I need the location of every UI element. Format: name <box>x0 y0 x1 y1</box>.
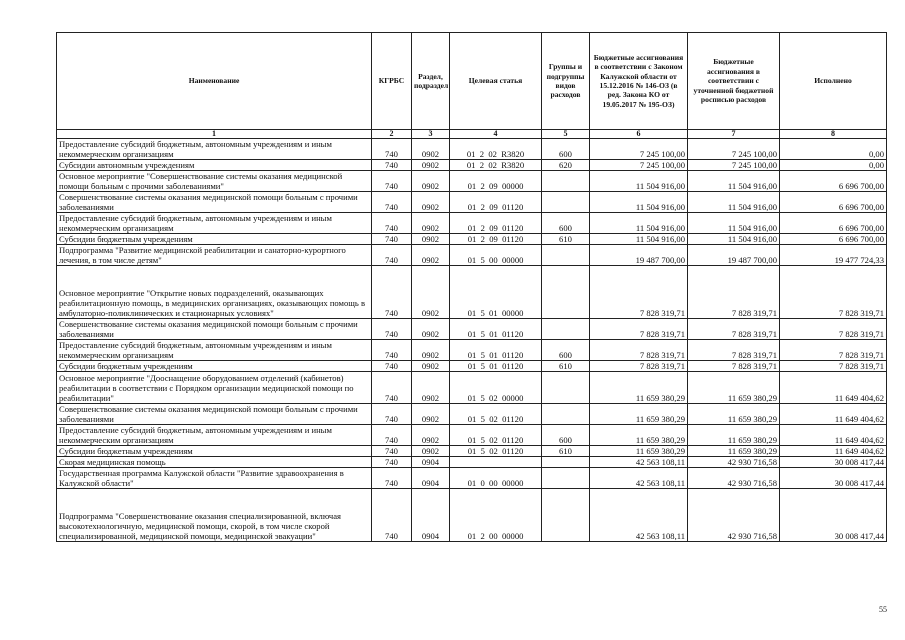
row-executed: 19 477 724,33 <box>780 245 887 266</box>
table-row <box>57 266 887 319</box>
row-law-allocation: 42 563 108,11 <box>590 468 688 489</box>
row-name: Субсидии автономным учреждениям <box>57 160 372 171</box>
row-executed: 6 696 700,00 <box>780 192 887 213</box>
row-section: 0904 <box>412 457 450 468</box>
row-name: Основное мероприятие "Дооснащение оборудованием отделений (кабинетов) реабилитации в соответствии с Порядком организации медицинской помощи по реабилитации" <box>57 372 372 404</box>
row-executed: 11 649 404,62 <box>780 425 887 446</box>
header-section: Раздел, подраздел <box>412 33 450 130</box>
row-executed: 7 828 319,71 <box>780 319 887 340</box>
row-group <box>542 489 590 542</box>
col-num-1: 1 <box>57 130 372 139</box>
budget-table <box>56 32 887 542</box>
table-row <box>57 425 887 446</box>
row-refined-allocation: 11 504 916,00 <box>688 213 780 234</box>
row-kgrbs: 740 <box>372 340 412 361</box>
row-executed: 6 696 700,00 <box>780 213 887 234</box>
row-refined-allocation: 7 245 100,00 <box>688 160 780 171</box>
row-executed: 11 649 404,62 <box>780 446 887 457</box>
row-refined-allocation: 42 930 716,58 <box>688 457 780 468</box>
col-num-3: 3 <box>412 130 450 139</box>
row-refined-allocation: 7 828 319,71 <box>688 319 780 340</box>
header-kgrbs: КГРБС <box>372 33 412 130</box>
row-refined-allocation: 19 487 700,00 <box>688 245 780 266</box>
row-law-allocation: 7 245 100,00 <box>590 139 688 160</box>
row-section: 0902 <box>412 372 450 404</box>
row-section: 0902 <box>412 139 450 160</box>
row-kgrbs: 740 <box>372 139 412 160</box>
row-section: 0902 <box>412 266 450 319</box>
row-refined-allocation: 11 504 916,00 <box>688 171 780 192</box>
row-target: 01 2 02 R3820 <box>450 160 542 171</box>
table-row <box>57 457 887 468</box>
row-law-allocation: 11 659 380,29 <box>590 372 688 404</box>
row-executed: 11 649 404,62 <box>780 372 887 404</box>
row-section: 0904 <box>412 468 450 489</box>
row-name: Подпрограмма "Совершенствование оказания специализированной, включая высокотехнологичную, медицинской помощи, скорой, в том числе скорой специализированной, медицинской помощи, медицинской эвакуации" <box>57 489 372 542</box>
row-executed: 0,00 <box>780 160 887 171</box>
row-executed: 7 828 319,71 <box>780 340 887 361</box>
row-group <box>542 171 590 192</box>
row-refined-allocation: 11 659 380,29 <box>688 404 780 425</box>
page-number: 55 <box>879 605 887 614</box>
col-num-7: 7 <box>688 130 780 139</box>
col-num-8: 8 <box>780 130 887 139</box>
row-group: 610 <box>542 234 590 245</box>
header-name: Наименование <box>57 33 372 130</box>
row-target: 01 5 01 01120 <box>450 340 542 361</box>
row-name: Совершенствование системы оказания медицинской помощи больным с прочими заболеваниями <box>57 319 372 340</box>
column-number-row <box>57 130 887 139</box>
row-section: 0902 <box>412 192 450 213</box>
table-row <box>57 404 887 425</box>
table-row <box>57 340 887 361</box>
row-executed: 0,00 <box>780 139 887 160</box>
row-section: 0902 <box>412 245 450 266</box>
row-target: 01 5 00 00000 <box>450 245 542 266</box>
row-refined-allocation: 7 828 319,71 <box>688 361 780 372</box>
row-refined-allocation: 11 659 380,29 <box>688 425 780 446</box>
table-row <box>57 192 887 213</box>
row-executed: 7 828 319,71 <box>780 361 887 372</box>
row-law-allocation: 19 487 700,00 <box>590 245 688 266</box>
row-section: 0902 <box>412 340 450 361</box>
row-name: Государственная программа Калужской области "Развитие здравоохранения в Калужской области" <box>57 468 372 489</box>
row-section: 0902 <box>412 446 450 457</box>
row-name: Подпрограмма "Развитие медицинской реабилитации и санаторно-курортного лечения, в том числе детям" <box>57 245 372 266</box>
row-law-allocation: 42 563 108,11 <box>590 457 688 468</box>
col-num-6: 6 <box>590 130 688 139</box>
row-name: Скорая медицинская помощь <box>57 457 372 468</box>
row-kgrbs: 740 <box>372 171 412 192</box>
row-name: Предоставление субсидий бюджетным, автономным учреждениям и иным некоммерческим организациям <box>57 425 372 446</box>
row-group: 620 <box>542 160 590 171</box>
row-kgrbs: 740 <box>372 319 412 340</box>
row-group <box>542 319 590 340</box>
row-group <box>542 457 590 468</box>
header-executed: Исполнено <box>780 33 887 130</box>
row-executed: 30 008 417,44 <box>780 468 887 489</box>
row-refined-allocation: 11 659 380,29 <box>688 372 780 404</box>
row-refined-allocation: 11 504 916,00 <box>688 234 780 245</box>
row-target: 01 2 09 01120 <box>450 213 542 234</box>
table-row <box>57 171 887 192</box>
row-law-allocation: 7 828 319,71 <box>590 361 688 372</box>
row-target: 01 5 01 01120 <box>450 319 542 340</box>
row-refined-allocation: 7 828 319,71 <box>688 340 780 361</box>
row-kgrbs: 740 <box>372 213 412 234</box>
row-target: 01 5 02 01120 <box>450 425 542 446</box>
row-target <box>450 457 542 468</box>
row-section: 0902 <box>412 361 450 372</box>
table-row <box>57 361 887 372</box>
table-row <box>57 468 887 489</box>
row-section: 0902 <box>412 171 450 192</box>
table-row <box>57 245 887 266</box>
row-law-allocation: 11 504 916,00 <box>590 234 688 245</box>
row-section: 0902 <box>412 213 450 234</box>
row-name: Субсидии бюджетным учреждениям <box>57 234 372 245</box>
row-group: 600 <box>542 139 590 160</box>
table-row <box>57 234 887 245</box>
row-name: Совершенствование системы оказания медицинской помощи больным с прочими заболеваниями <box>57 192 372 213</box>
header-row <box>57 33 887 130</box>
row-name: Субсидии бюджетным учреждениям <box>57 446 372 457</box>
row-executed: 11 649 404,62 <box>780 404 887 425</box>
row-law-allocation: 11 504 916,00 <box>590 192 688 213</box>
row-law-allocation: 42 563 108,11 <box>590 489 688 542</box>
row-kgrbs: 740 <box>372 404 412 425</box>
col-num-4: 4 <box>450 130 542 139</box>
row-kgrbs: 740 <box>372 234 412 245</box>
header-refined-allocation: Бюджетные ассигнования в соответствии с уточненной бюджетной росписью расходов <box>688 33 780 130</box>
row-group <box>542 245 590 266</box>
table-row <box>57 139 887 160</box>
row-group: 610 <box>542 446 590 457</box>
row-section: 0904 <box>412 489 450 542</box>
row-group: 610 <box>542 361 590 372</box>
header-target: Целевая статья <box>450 33 542 130</box>
row-law-allocation: 7 828 319,71 <box>590 266 688 319</box>
row-section: 0902 <box>412 319 450 340</box>
row-executed: 7 828 319,71 <box>780 266 887 319</box>
row-kgrbs: 740 <box>372 446 412 457</box>
row-group <box>542 192 590 213</box>
row-target: 01 2 00 00000 <box>450 489 542 542</box>
row-kgrbs: 740 <box>372 457 412 468</box>
row-law-allocation: 11 504 916,00 <box>590 171 688 192</box>
row-section: 0902 <box>412 425 450 446</box>
row-kgrbs: 740 <box>372 266 412 319</box>
row-target: 01 5 02 00000 <box>450 372 542 404</box>
row-kgrbs: 740 <box>372 425 412 446</box>
row-kgrbs: 740 <box>372 468 412 489</box>
table-row <box>57 446 887 457</box>
row-group: 600 <box>542 425 590 446</box>
row-group <box>542 468 590 489</box>
row-refined-allocation: 42 930 716,58 <box>688 468 780 489</box>
row-group: 600 <box>542 213 590 234</box>
row-section: 0902 <box>412 160 450 171</box>
row-law-allocation: 7 245 100,00 <box>590 160 688 171</box>
row-group <box>542 404 590 425</box>
row-executed: 6 696 700,00 <box>780 171 887 192</box>
row-target: 01 2 09 00000 <box>450 171 542 192</box>
row-law-allocation: 7 828 319,71 <box>590 319 688 340</box>
row-target: 01 5 02 01120 <box>450 446 542 457</box>
row-executed: 30 008 417,44 <box>780 457 887 468</box>
row-target: 01 5 01 00000 <box>450 266 542 319</box>
table-row <box>57 489 887 542</box>
row-section: 0902 <box>412 404 450 425</box>
row-law-allocation: 7 828 319,71 <box>590 340 688 361</box>
row-target: 01 2 09 01120 <box>450 234 542 245</box>
row-kgrbs: 740 <box>372 192 412 213</box>
row-group <box>542 266 590 319</box>
row-target: 01 5 02 01120 <box>450 404 542 425</box>
header-groups: Группы и подгруппы видов расходов <box>542 33 590 130</box>
table-row <box>57 372 887 404</box>
row-kgrbs: 740 <box>372 245 412 266</box>
row-law-allocation: 11 659 380,29 <box>590 425 688 446</box>
table-row <box>57 160 887 171</box>
row-kgrbs: 740 <box>372 361 412 372</box>
table-row <box>57 213 887 234</box>
col-num-5: 5 <box>542 130 590 139</box>
row-executed: 30 008 417,44 <box>780 489 887 542</box>
row-target: 01 0 00 00000 <box>450 468 542 489</box>
row-name: Предоставление субсидий бюджетным, автономным учреждениям и иным некоммерческим организациям <box>57 213 372 234</box>
header-law-allocation: Бюджетные ассигнования в соответствии с Законом Калужской области от 15.12.2016 № 146-ОЗ (в ред. Закона КО от 19.05.2017 № 195-ОЗ) <box>590 33 688 130</box>
row-law-allocation: 11 659 380,29 <box>590 404 688 425</box>
row-kgrbs: 740 <box>372 372 412 404</box>
row-name: Предоставление субсидий бюджетным, автономным учреждениям и иным некоммерческим организациям <box>57 340 372 361</box>
row-group <box>542 372 590 404</box>
row-name: Совершенствование системы оказания медицинской помощи больным с прочими заболеваниями <box>57 404 372 425</box>
row-section: 0902 <box>412 234 450 245</box>
row-executed: 6 696 700,00 <box>780 234 887 245</box>
row-name: Основное мероприятие "Открытие новых подразделений, оказывающих реабилитационную помощь, в медицинских организациях, оказывающих помощь в амбулаторно-поликлинических и стационарных условиях" <box>57 266 372 319</box>
row-target: 01 2 02 R3820 <box>450 139 542 160</box>
row-refined-allocation: 11 504 916,00 <box>688 192 780 213</box>
row-refined-allocation: 42 930 716,58 <box>688 489 780 542</box>
row-group: 600 <box>542 340 590 361</box>
row-target: 01 5 01 01120 <box>450 361 542 372</box>
row-refined-allocation: 7 828 319,71 <box>688 266 780 319</box>
table-row <box>57 319 887 340</box>
row-refined-allocation: 7 245 100,00 <box>688 139 780 160</box>
row-name: Субсидии бюджетным учреждениям <box>57 361 372 372</box>
row-target: 01 2 09 01120 <box>450 192 542 213</box>
row-law-allocation: 11 659 380,29 <box>590 446 688 457</box>
row-law-allocation: 11 504 916,00 <box>590 213 688 234</box>
col-num-2: 2 <box>372 130 412 139</box>
row-kgrbs: 740 <box>372 489 412 542</box>
row-kgrbs: 740 <box>372 160 412 171</box>
row-refined-allocation: 11 659 380,29 <box>688 446 780 457</box>
row-name: Основное мероприятие "Совершенствование системы оказания медицинской помощи больным с прочими заболеваниями" <box>57 171 372 192</box>
row-name: Предоставление субсидий бюджетным, автономным учреждениям и иным некоммерческим организациям <box>57 139 372 160</box>
